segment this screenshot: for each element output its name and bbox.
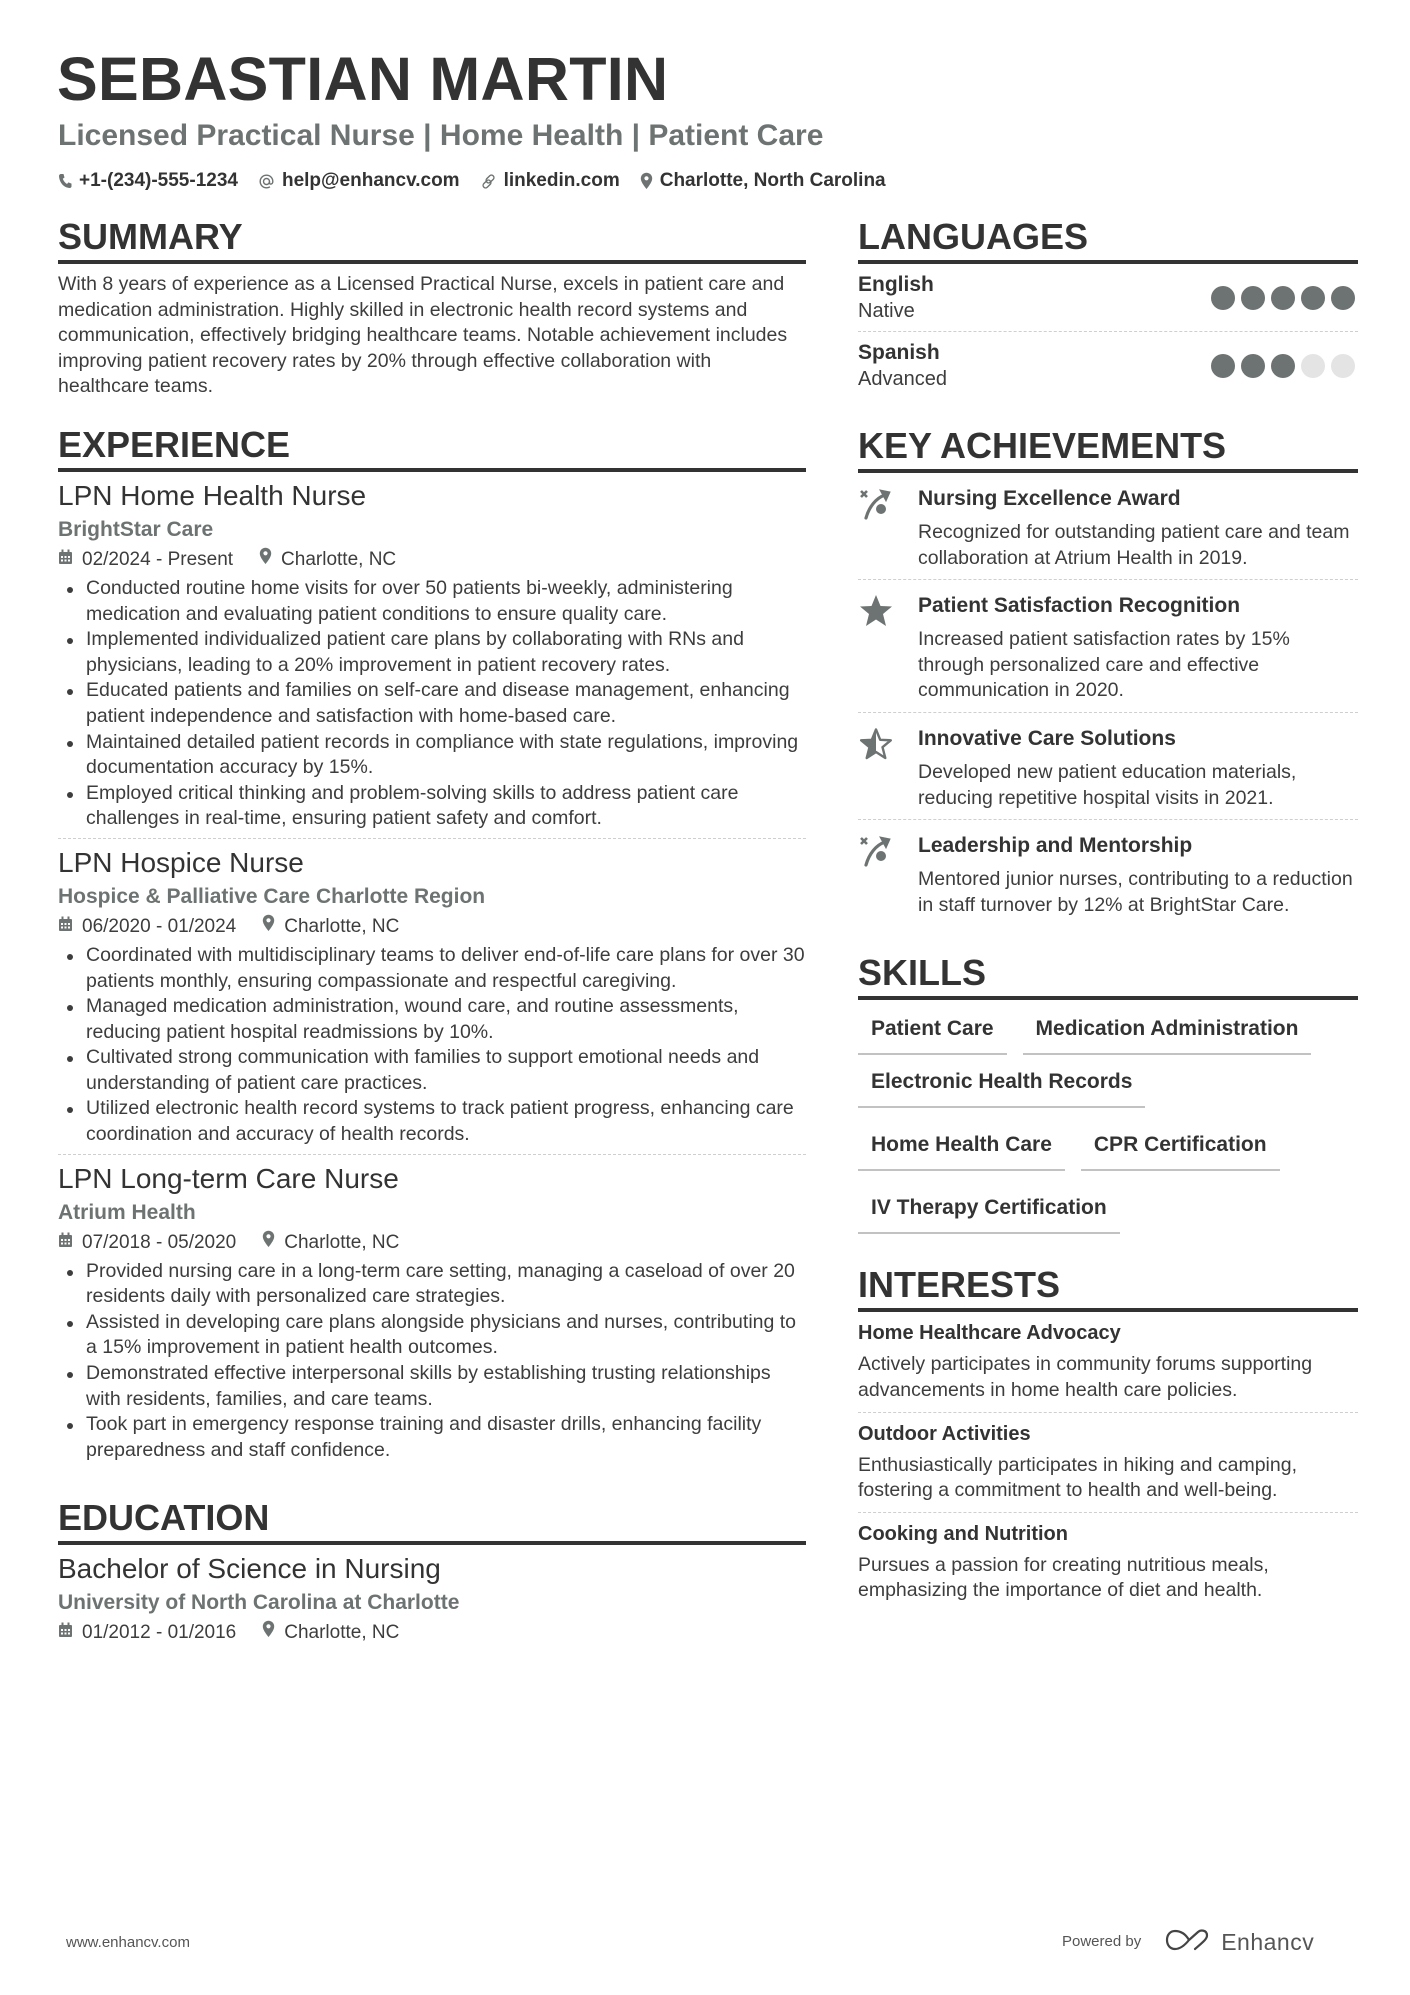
interest-item bbox=[858, 1513, 1358, 1612]
achievement-text: Increased patient satisfaction rates by 15% through personalized care and effective communication in 2020. bbox=[918, 628, 1290, 702]
language-level: Native bbox=[858, 300, 915, 322]
phone-icon bbox=[58, 173, 72, 189]
achievement-text: Mentored junior nurses, contributing to a reduction in staff turnover by 12% at BrightStar Care. bbox=[918, 868, 1353, 916]
achievement-title: Innovative Care Solutions bbox=[918, 726, 1176, 750]
summary-text: With 8 years of experience as a Licensed Practical Nurse, excels in patient care and medication administration. Highly skilled in electronic health record systems and communication, effectively bridging healthcare teams. Notable achievement includes improving patient recovery rates by 20% through effective collaboration with healthcare teams. bbox=[58, 273, 788, 398]
degree-title: Bachelor of Science in Nursing bbox=[58, 1553, 441, 1585]
language-item bbox=[858, 264, 1358, 332]
filled-dot-icon bbox=[1271, 354, 1295, 378]
proficiency-dots bbox=[1211, 286, 1355, 310]
education-entry bbox=[58, 1545, 806, 1653]
bullet-item: Implemented individualized patient care plans by collaborating with RNs and physicians, leading to a 20% improvement in patient recovery rates. bbox=[58, 627, 806, 678]
date-text: 06/2020 - 01/2024 bbox=[82, 915, 237, 937]
contact-email-text: help@enhancv.com bbox=[281, 170, 460, 191]
link-icon bbox=[480, 173, 497, 190]
interest-title: Outdoor Activities bbox=[858, 1422, 1031, 1445]
location bbox=[259, 546, 396, 574]
half-star-icon bbox=[858, 725, 900, 811]
school-name: University of North Carolina at Charlotte bbox=[58, 1591, 460, 1615]
strategy-arrow-icon bbox=[858, 832, 900, 918]
achievement-item bbox=[858, 580, 1358, 713]
languages-section bbox=[858, 216, 1358, 399]
location-text: Charlotte, NC bbox=[284, 1622, 400, 1644]
bullet-item: Provided nursing care in a long-term care setting, managing a caseload of over 20 residents daily with personalized care strategies. bbox=[58, 1259, 806, 1310]
interests-heading: INTERESTS bbox=[858, 1264, 1358, 1312]
skill-tag: Home Health Care bbox=[858, 1128, 1065, 1171]
bullet-item: Maintained detailed patient records in compliance with state regulations, improving documentation accuracy by 15%. bbox=[58, 730, 806, 781]
education-section bbox=[58, 1497, 806, 1653]
bullet-item: Conducted routine home visits for over 50 patients bi-weekly, administering medication and evaluating patient conditions to ensure quality care. bbox=[58, 576, 806, 627]
right-column bbox=[858, 216, 1358, 1612]
experience-heading: EXPERIENCE bbox=[58, 424, 806, 472]
language-level: Advanced bbox=[858, 368, 947, 390]
entry-meta bbox=[58, 546, 806, 574]
bullet-list bbox=[58, 1259, 806, 1464]
interest-title: Home Healthcare Advocacy bbox=[858, 1322, 1121, 1345]
location-text: Charlotte, NC bbox=[281, 548, 397, 570]
filled-dot-icon bbox=[1211, 354, 1235, 378]
star-icon bbox=[858, 592, 900, 704]
achievement-title: Leadership and Mentorship bbox=[918, 834, 1193, 858]
location-pin-icon bbox=[259, 546, 272, 574]
footer-branding bbox=[1062, 1928, 1314, 1955]
language-item bbox=[858, 332, 1358, 399]
interest-text: Pursues a passion for creating nutritious meals, emphasizing the importance of diet and health. bbox=[858, 1553, 1269, 1602]
skill-tag: Patient Care bbox=[858, 1012, 1007, 1055]
bullet-item: Took part in emergency response training and disaster drills, enhancing facility preparedness and staff confidence. bbox=[58, 1412, 806, 1463]
education-heading: EDUCATION bbox=[58, 1497, 806, 1545]
company-name: Atrium Health bbox=[58, 1200, 196, 1224]
entry-meta bbox=[58, 913, 806, 941]
interest-text: Actively participates in community forums supporting advancements in home health care policies. bbox=[858, 1353, 1313, 1401]
bullet-item: Educated patients and families on self-care and disease management, enhancing patient independence and satisfaction with home-based care. bbox=[58, 678, 806, 729]
achievement-item bbox=[858, 473, 1358, 580]
achievements-heading: KEY ACHIEVEMENTS bbox=[858, 425, 1358, 473]
powered-by-label: Powered by bbox=[1062, 1932, 1142, 1950]
bullet-item: Cultivated strong communication with families to support emotional needs and understanding of patient care practices. bbox=[58, 1045, 806, 1096]
entry-meta bbox=[58, 1619, 806, 1647]
contact-phone-text: +1-(234)-555-1234 bbox=[79, 170, 238, 191]
empty-dot-icon bbox=[1331, 354, 1355, 378]
enhancv-logo[interactable] bbox=[1165, 1928, 1314, 1955]
job-title: LPN Long-term Care Nurse bbox=[58, 1162, 399, 1194]
location-text: Charlotte, NC bbox=[284, 1231, 400, 1253]
candidate-headline: Licensed Practical Nurse | Home Health | Patient Care bbox=[58, 119, 824, 152]
bullet-item: Utilized electronic health record systems to track patient progress, enhancing care coordination and accuracy of health records. bbox=[58, 1096, 806, 1147]
proficiency-dots bbox=[1211, 354, 1355, 378]
location bbox=[262, 1229, 399, 1257]
bullet-item: Assisted in developing care plans alongside physicians and nurses, contributing to a 15% improvement in patient health outcomes. bbox=[58, 1310, 806, 1361]
bullet-item: Managed medication administration, wound care, and routine assessments, reducing patient hospital readmissions by 10%. bbox=[58, 994, 806, 1045]
calendar-icon bbox=[58, 913, 73, 941]
languages-heading: LANGUAGES bbox=[858, 216, 1358, 264]
interest-title: Cooking and Nutrition bbox=[858, 1522, 1068, 1545]
achievement-title: Patient Satisfaction Recognition bbox=[918, 594, 1241, 618]
summary-heading: SUMMARY bbox=[58, 216, 806, 264]
date-range bbox=[58, 1229, 236, 1257]
location-pin-icon bbox=[262, 1619, 275, 1647]
experience-entry bbox=[58, 472, 806, 839]
date-range bbox=[58, 913, 236, 941]
brand-name: Enhancv bbox=[1221, 1928, 1315, 1955]
achievement-title: Nursing Excellence Award bbox=[918, 487, 1181, 510]
left-column bbox=[58, 216, 806, 1653]
filled-dot-icon bbox=[1211, 286, 1235, 310]
filled-dot-icon bbox=[1241, 286, 1265, 310]
interest-item bbox=[858, 1312, 1358, 1412]
contact-location-text: Charlotte, North Carolina bbox=[659, 170, 886, 191]
date-text: 01/2012 - 01/2016 bbox=[82, 1622, 237, 1644]
filled-dot-icon bbox=[1241, 354, 1265, 378]
job-title: LPN Home Health Nurse bbox=[58, 479, 367, 511]
enhancv-infinity-icon bbox=[1165, 1928, 1211, 1955]
experience-entry bbox=[58, 1155, 806, 1470]
bullet-item: Demonstrated effective interpersonal skills by establishing trusting relationships with residents, families, and care teams. bbox=[58, 1361, 806, 1412]
experience-section bbox=[58, 424, 806, 1469]
skill-tag: CPR Certification bbox=[1081, 1128, 1280, 1171]
date-text: 07/2018 - 05/2020 bbox=[82, 1231, 237, 1253]
contact-email[interactable] bbox=[258, 168, 460, 194]
achievement-text: Developed new patient education materials, reducing repetitive hospital visits in 2021. bbox=[918, 760, 1297, 809]
bullet-list bbox=[58, 943, 806, 1148]
filled-dot-icon bbox=[1331, 286, 1355, 310]
location-text: Charlotte, NC bbox=[284, 915, 400, 937]
skills-list bbox=[858, 1012, 1358, 1234]
bullet-list bbox=[58, 576, 806, 832]
bullet-item: Employed critical thinking and problem-solving skills to address patient care challenges in real-time, ensuring patient safety and comfort. bbox=[58, 781, 806, 832]
language-name: English bbox=[858, 273, 934, 296]
date-range bbox=[58, 546, 233, 574]
contact-phone[interactable] bbox=[58, 168, 238, 194]
achievement-text: Recognized for outstanding patient care and team collaboration at Atrium Health in 2019. bbox=[918, 521, 1350, 569]
location-pin-icon bbox=[262, 913, 275, 941]
interests-section bbox=[858, 1264, 1358, 1612]
calendar-icon bbox=[58, 1229, 73, 1257]
interest-text: Enthusiastically participates in hiking and camping, fostering a commitment to health and well-being. bbox=[858, 1453, 1297, 1502]
filled-dot-icon bbox=[1301, 286, 1325, 310]
summary-section bbox=[58, 216, 806, 400]
skills-section bbox=[858, 952, 1358, 1234]
location-pin-icon bbox=[640, 172, 653, 190]
filled-dot-icon bbox=[1271, 286, 1295, 310]
achievement-item bbox=[858, 713, 1358, 820]
skill-tag: IV Therapy Certification bbox=[858, 1191, 1120, 1234]
location-pin-icon bbox=[262, 1229, 275, 1257]
bullet-item: Coordinated with multidisciplinary teams to deliver end-of-life care plans for over 30 patients monthly, ensuring compassionate and respectful caregiving. bbox=[58, 943, 806, 994]
at-icon bbox=[258, 173, 275, 190]
job-title: LPN Hospice Nurse bbox=[58, 846, 304, 878]
date-range bbox=[58, 1619, 236, 1647]
footer-website-link[interactable]: www.enhancv.com bbox=[66, 1934, 190, 1951]
contact-location bbox=[640, 168, 886, 194]
calendar-icon bbox=[58, 1619, 73, 1647]
skill-tag: Medication Administration bbox=[1023, 1012, 1312, 1055]
strategy-arrow-icon bbox=[858, 485, 900, 571]
date-text: 02/2024 - Present bbox=[82, 548, 234, 570]
entry-meta bbox=[58, 1229, 806, 1257]
contact-linkedin[interactable] bbox=[480, 168, 620, 194]
company-name: BrightStar Care bbox=[58, 517, 214, 541]
candidate-name: SEBASTIAN MARTIN bbox=[57, 45, 669, 113]
location bbox=[262, 913, 399, 941]
empty-dot-icon bbox=[1301, 354, 1325, 378]
calendar-icon bbox=[58, 546, 73, 574]
location bbox=[262, 1619, 399, 1647]
achievement-item bbox=[858, 820, 1358, 926]
experience-entry bbox=[58, 839, 806, 1155]
contact-row bbox=[58, 168, 886, 194]
contact-linkedin-text: linkedin.com bbox=[503, 170, 620, 191]
interest-item bbox=[858, 1413, 1358, 1513]
skills-heading: SKILLS bbox=[858, 952, 1358, 1000]
company-name: Hospice & Palliative Care Charlotte Region bbox=[58, 884, 486, 908]
achievements-section bbox=[858, 425, 1358, 926]
language-name: Spanish bbox=[858, 341, 940, 364]
skill-tag: Electronic Health Records bbox=[858, 1065, 1145, 1108]
